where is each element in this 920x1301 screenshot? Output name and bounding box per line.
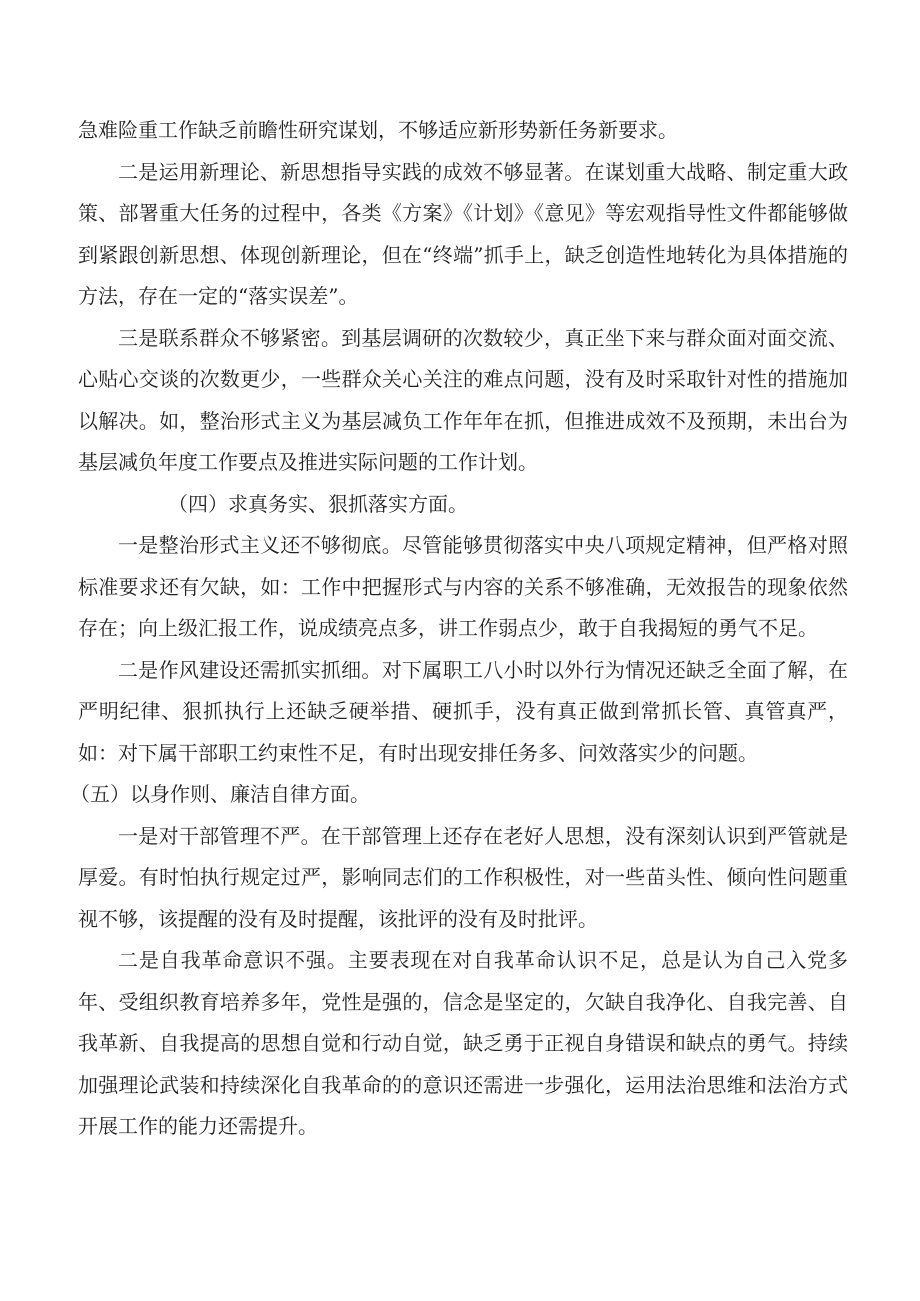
section-heading-4: （四）求真务实、狠抓落实方面。 xyxy=(168,491,468,516)
paragraph-formalism: 一是整治形式主义还不够彻底。尽管能够贯彻落实中央八项规定精神，但严格对照标准要求还有欠缺，如：工作中把握形式与内容的关系不够准确，无效报告的现象依然存在；向上级汇报工作，说成绩亮点多，讲工作弱点少，敢于自我揭短的勇气不足。 xyxy=(78,533,848,640)
paragraph-new-theory: 二是运用新理论、新思想指导实践的成效不够显著。在谋划重大战略、制定重大政策、部署重大任务的过程中，各类《方案》《计划》《意见》等宏观指导性文件都能够做到紧跟创新思想、体现创新理论，但在“终端”抓手上，缺乏创造性地转化为具体措施的方法，存在一定的“落实误差”。 xyxy=(78,159,848,308)
paragraph-work-style: 二是作风建设还需抓实抓细。对下属职工八小时以外行为情况还缺乏全面了解，在严明纪律、狠抓执行上还缺乏硬举措、硬抓手，没有真正做到常抓长管、真管真严，如：对下属干部职工约束性不足，有时出现安排任务多、问效落实少的问题。 xyxy=(78,657,848,765)
section-heading-5: （五）以身作则、廉洁自律方面。 xyxy=(70,782,370,806)
paragraph-self-revolution: 二是自我革命意识不强。主要表现在对自我革命认识不足，总是认为自己入党多年、受组织教育培养多年，党性是强的，信念是坚定的，欠缺自我净化、自我完善、自我革新、自我提高的思想自觉和行动自觉，缺乏勇于正视自身错误和缺点的勇气。持续加强理论武装和持续深化自我革命的的意识还需进一步强化，运用法治思维和法治方式开展工作的能力还需提升。 xyxy=(78,948,848,1138)
paragraph-masses: 三是联系群众不够紧密。到基层调研的次数较少，真正坐下来与群众面对面交流、心贴心交谈的次数更少，一些群众关心关注的难点问题，没有及时采取针对性的措施加以解决。如，整治形式主义为基层减负工作年年在抓，但推进成效不及预期，未出台为基层减负年度工作要点及推进实际问题的工作计划。 xyxy=(78,325,848,474)
document-body xyxy=(70,110,848,1148)
paragraph-continuation: 急难险重工作缺乏前瞻性研究谋划，不够适应新形势新任务新要求。 xyxy=(78,118,678,142)
paragraph-cadre-management: 一是对干部管理不严。在干部管理上还存在老好人思想，没有深刻认识到严管就是厚爱。有时怕执行规定过严，影响同志们的工作积极性，对一些苗头性、倾向性问题重视不够，该提醒的没有及时提醒，该批评的没有及时批评。 xyxy=(78,823,848,931)
